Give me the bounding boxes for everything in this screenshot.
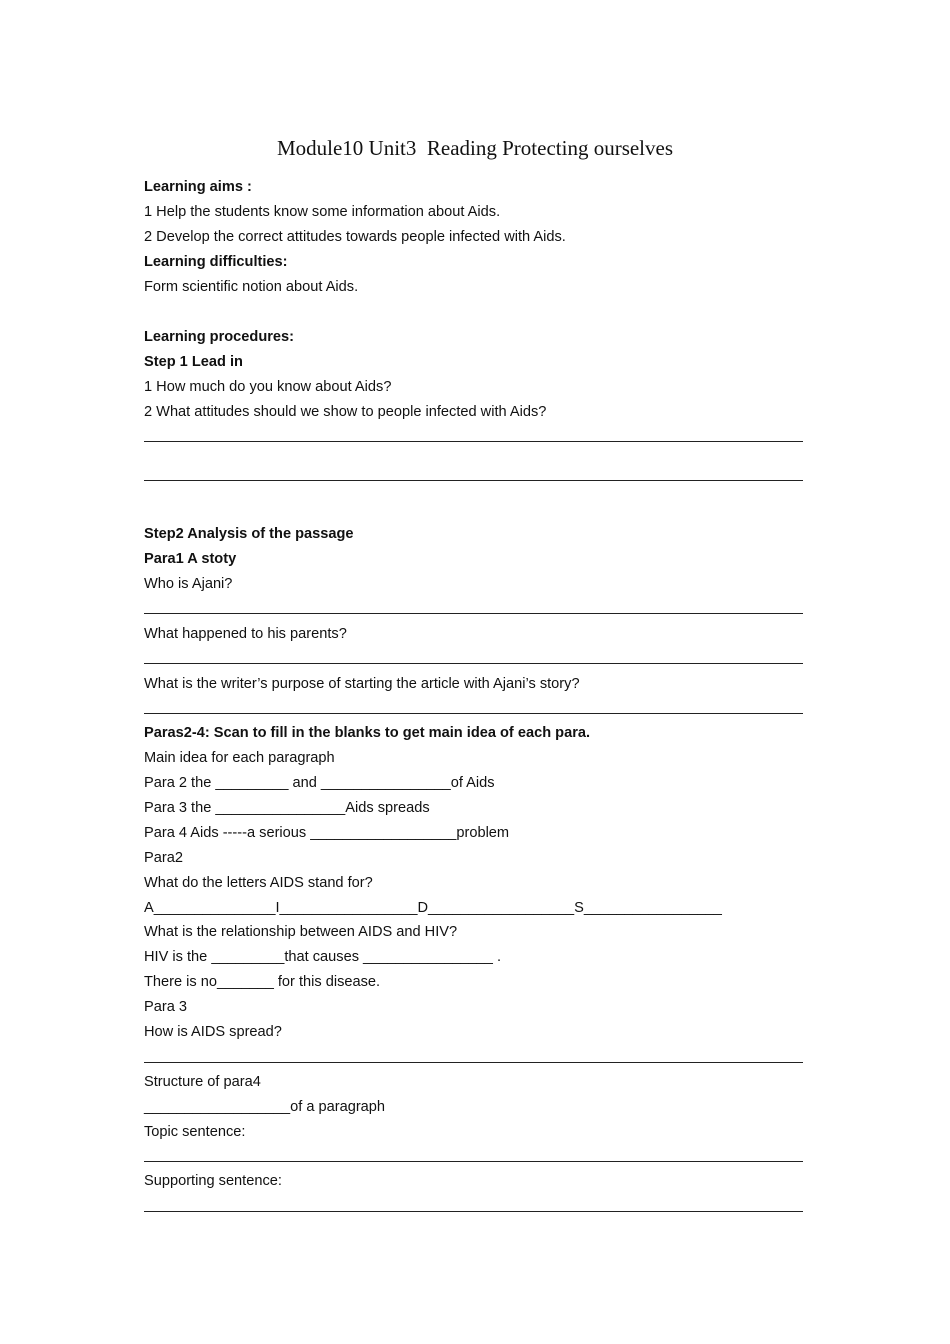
step1-heading: Step 1 Lead in bbox=[144, 354, 243, 370]
para1-question-1: Who is Ajani? bbox=[144, 576, 233, 592]
step1-question-2: 2 What attitudes should we show to people infected with Aids? bbox=[144, 404, 547, 420]
answer-line bbox=[144, 713, 803, 714]
difficulties-text: Form scientific notion about Aids. bbox=[144, 279, 359, 295]
answer-line bbox=[144, 441, 803, 442]
answer-line bbox=[144, 1161, 803, 1162]
step1-question-1: 1 How much do you know about Aids? bbox=[144, 379, 392, 395]
main-idea-para2: Para 2 the _________ and ________________of Aids bbox=[144, 775, 495, 791]
main-idea-intro: Main idea for each paragraph bbox=[144, 750, 335, 766]
aim-item-1: 1 Help the students know some information about Aids. bbox=[144, 204, 501, 220]
aids-letters-blanks: A_______________I_________________D__________________S_________________ bbox=[144, 900, 722, 916]
cure-fill-line: There is no_______ for this disease. bbox=[144, 974, 381, 990]
answer-line bbox=[144, 613, 803, 614]
para3-question-1: How is AIDS spread? bbox=[144, 1024, 282, 1040]
paras2-4-heading: Paras2-4: Scan to fill in the blanks to get main idea of each para. bbox=[144, 725, 591, 741]
answer-line bbox=[144, 1062, 803, 1063]
para3-label: Para 3 bbox=[144, 999, 187, 1015]
para4-structure-blank: __________________of a paragraph bbox=[144, 1099, 386, 1115]
aim-item-2: 2 Develop the correct attitudes towards people infected with Aids. bbox=[144, 229, 566, 245]
answer-line bbox=[144, 663, 803, 664]
supporting-sentence-label: Supporting sentence: bbox=[144, 1173, 282, 1189]
para1-question-2: What happened to his parents? bbox=[144, 626, 347, 642]
para2-label: Para2 bbox=[144, 850, 183, 866]
difficulties-heading: Learning difficulties: bbox=[144, 254, 288, 270]
para4-structure-label: Structure of para4 bbox=[144, 1074, 261, 1090]
main-idea-para4: Para 4 Aids -----a serious __________________problem bbox=[144, 825, 510, 841]
procedures-heading: Learning procedures: bbox=[144, 329, 295, 345]
para1-heading: Para1 A stoty bbox=[144, 551, 237, 567]
para2-question-1: What do the letters AIDS stand for? bbox=[144, 875, 373, 891]
hiv-fill-line: HIV is the _________that causes ________________ . bbox=[144, 949, 502, 965]
answer-line bbox=[144, 480, 803, 481]
step2-heading: Step2 Analysis of the passage bbox=[144, 526, 354, 542]
aims-heading: Learning aims : bbox=[144, 179, 252, 195]
page-title: Module10 Unit3 Reading Protecting ourselves bbox=[276, 136, 674, 160]
answer-line bbox=[144, 1211, 803, 1212]
main-idea-para3: Para 3 the ________________Aids spreads bbox=[144, 800, 430, 816]
para2-question-2: What is the relationship between AIDS and HIV? bbox=[144, 924, 458, 940]
topic-sentence-label: Topic sentence: bbox=[144, 1124, 246, 1140]
para1-question-3: What is the writer’s purpose of starting the article with Ajani’s story? bbox=[144, 676, 580, 692]
